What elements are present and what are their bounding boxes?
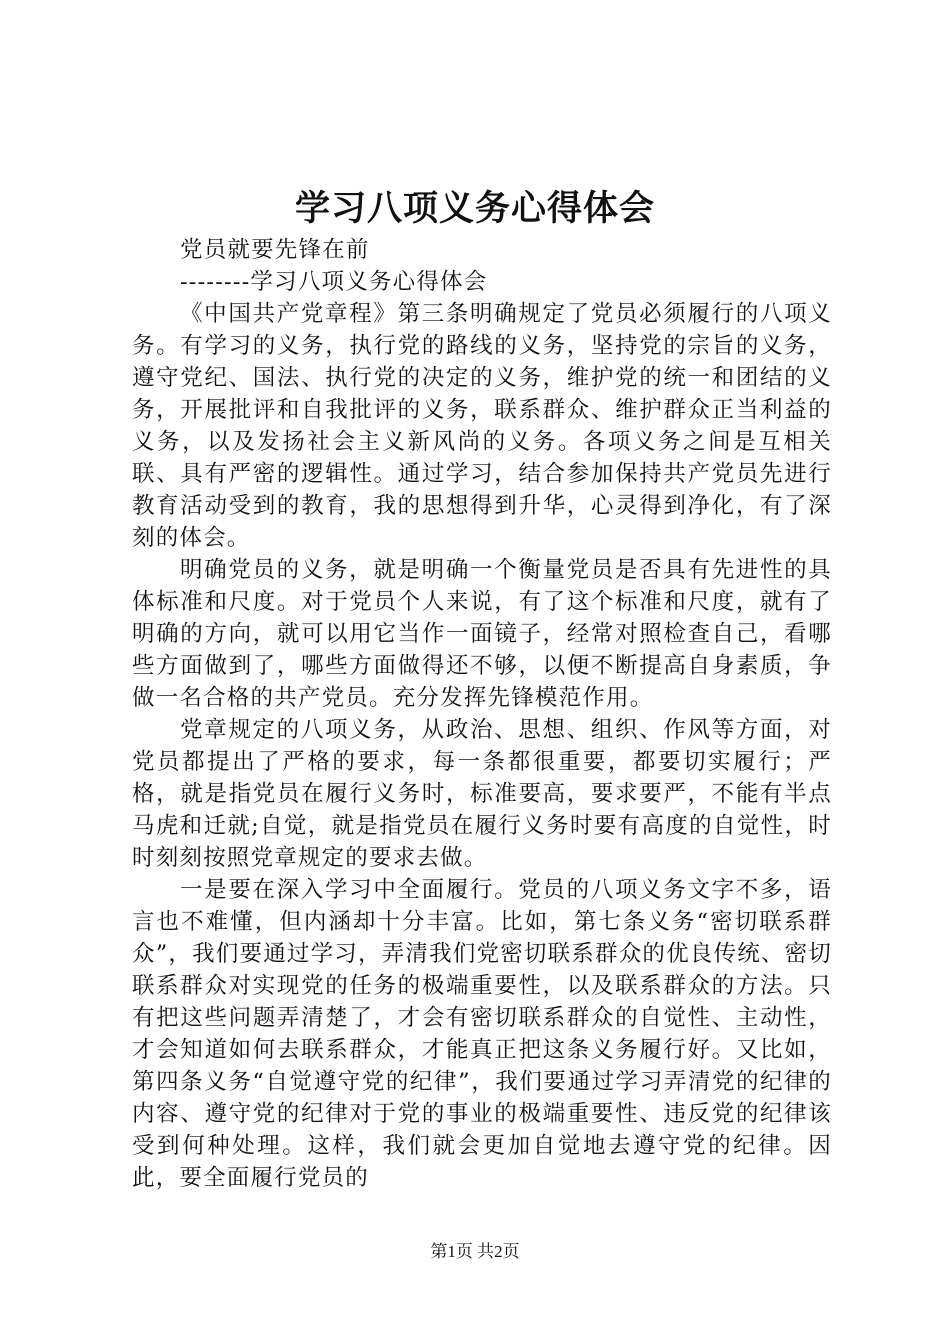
document-body [132, 234, 832, 1194]
paragraph: 《中国共产党章程》第三条明确规定了党员必须履行的八项义务。有学习的义务，执行党的路线的义务，坚持党的宗旨的义务，遵守党纪、国法、执行党的决定的义务，维护党的统一和团结的义务，开展批评和自我批评的义务，联系群众、维护群众正当利益的义务，以及发扬社会主义新风尚的义务。各项义务之间是互相关联、具有严密的逻辑性。通过学习，结合参加保持共产党员先进行教育活动受到的教育，我的思想得到升华，心灵得到净化，有了深刻的体会。 [132, 301, 832, 551]
page-number-footer: 第1页 共2页 [430, 1242, 520, 1261]
paragraph: 明确党员的义务，就是明确一个衡量党员是否具有先进性的具体标准和尺度。对于党员个人来说，有了这个标准和尺度，就有了明确的方向，就可以用它当作一面镜子，经常对照检查自己，看哪些方面做到了，哪些方面做得还不够，以便不断提高自身素质，争做一名合格的共产党员。充分发挥先锋模范作用。 [132, 557, 832, 711]
subtitle-line: 党员就要先锋在前 [180, 237, 370, 263]
paragraph: 一是要在深入学习中全面履行。党员的八项义务文字不多，语言也不难懂，但内涵却十分丰富。比如，第七条义务“密切联系群众”，我们要通过学习，弄清我们党密切联系群众的优良传统、密切联系群众对实现党的任务的极端重要性，以及联系群众的方法。只有把这些问题弄清楚了，才会有密切联系群众的自觉性、主动性，才会知道如何去联系群众，才能真正把这条义务履行好。又比如，第四条义务“自觉遵守党的纪律”，我们要通过学习弄清党的纪律的内容、遵守党的纪律对于党的事业的极端重要性、违反党的纪律该受到何种处理。这样，我们就会更加自觉地去遵守党的纪律。因此，要全面履行党员的 [132, 877, 833, 1191]
subtitle-line: --------学习八项义务心得体会 [180, 269, 488, 295]
document-title: 学习八项义务心得体会 [294, 188, 655, 229]
paragraph: 党章规定的八项义务，从政治、思想、组织、作风等方面，对党员都提出了严格的要求，每一条都很重要，都要切实履行；严格，就是指党员在履行义务时，标准要高，要求要严，不能有半点马虎和迁就;自觉，就是指党员在履行义务时要有高度的自觉性，时时刻刻按照党章规定的要求去做。 [132, 717, 832, 871]
